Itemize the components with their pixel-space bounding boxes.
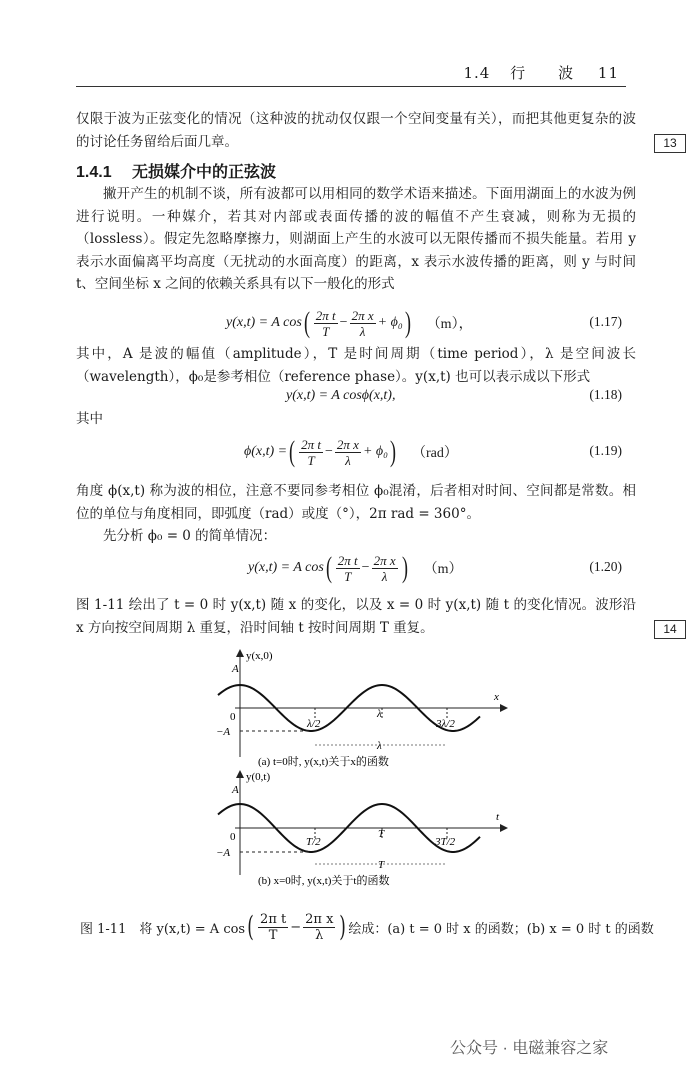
fig-a-neg-amp-label: −A [216,726,231,738]
eq117-unit: （m）， [426,317,473,332]
paragraph-1: 撇开产生的机制不谈，所有波都可以用相同的数学术语来描述。下面用湖面上的水波为例进行说明。一种媒介，若其对内部或表面传播的波的幅值不产生衰减，则称为无损的（lossless）。假定先忽略摩擦力，则湖面上产生的水波可以无限传播而不损失能量。若用 y 表示水面偏离平均高度（无扰动的水面高度）的距离，x 表示水波传播的距离，则 y 与时间 t、空间坐标 x 之间的依赖关系具有以下一般化的形式 [76,186,636,292]
eq119-unit: （rad） [412,446,458,461]
section-heading [76,159,276,182]
header-section: 1.4 [463,64,491,82]
fig-b-amp-label: A [232,784,239,796]
section-title: 无损媒介中的正弦波 [132,164,277,181]
figure-b [210,770,510,890]
eq117-den1: T [322,323,330,339]
eq120-den1: T [344,568,352,584]
eq120-unit: （m） [423,562,463,577]
eq117-num2: 2π x [351,307,374,323]
figcap-den2: λ [315,927,324,943]
eq120-den2: λ [381,568,388,584]
figcap-num2: 2π x [305,911,334,927]
fig-a-tick-label-2: λ [377,708,382,720]
figcap-num1: 2π t [260,911,287,927]
eq119-den2: λ [345,452,351,468]
header-title: 行 波 [510,64,575,82]
margin-page-tag-13: 13 [654,134,686,153]
eq120-minus: − [361,560,370,575]
eq119-lhs: ϕ(x,t) = [244,444,288,459]
section-number: 1.4.1 [76,164,112,181]
fig-b-ylabel: y(0,t) [246,771,271,783]
figure-a [210,645,510,770]
page-number: 11 [597,64,619,82]
fig-b-neg-amp-label: −A [216,847,231,859]
fig-b-origin: 0 [230,831,236,843]
eq119-num2: 2π x [336,436,359,452]
fig-b-caption: (b) x=0时, y(x,t)关于t的函数 [258,875,390,887]
eq117-rparen: ) [404,306,411,339]
figcap-frac1 [258,912,288,943]
eq117-lparen: ( [303,306,310,339]
figcap-frac2 [303,912,335,943]
paragraph-4: 角度 ϕ(x,t) 称为波的相位，注意不要同参考相位 ϕ₀混淆，后者相对时间、空间都是常数。相位的单位与角度相同，即弧度（rad）或度（°），2π rad = 360°。 [76,483,636,522]
fig-a-y-arrow [236,649,244,657]
eq120-rparen: ) [401,551,408,584]
figure-caption [80,908,654,946]
fig-b-t-arrow [500,824,508,832]
fig-b-period-label: T [378,859,385,871]
eq119-frac2 [335,437,361,468]
eq119-frac1 [299,437,323,468]
fig-a-tick-label-1: λ/2 [307,718,321,730]
fig-a-period-label: λ [377,740,382,752]
figcap-minus: − [290,919,302,935]
paragraph-6: 图 1-11 绘出了 t = 0 时 y(x,t) 随 x 的变化，以及 x = 0 时 y(x,t) 随 t 的变化情况。波形沿 x 方向按空间周期 λ 重复，沿时间轴 t 按时间周期 T 重复。 [76,597,636,636]
running-header [463,62,619,83]
eq117-phase: + ϕ₀ [377,315,403,330]
eq117-lhs: y(x,t) = A cos [226,315,302,330]
fig-b-tick-label-2: T [378,828,385,840]
header-rule [76,86,626,87]
eq120-lhs: y(x,t) = A cos [248,560,324,575]
fig-a-tick-label-3: 3λ/2 [436,718,455,730]
eq117-den2: λ [359,323,366,339]
eq119-minus: − [325,444,333,459]
figcap-tail: 绘成：(a) t = 0 时 x 的函数；(b) x = 0 时 t 的函数 [348,921,654,937]
eq120-frac2 [372,553,398,584]
equation-1-19 [76,433,636,471]
fig-b-xlabel: t [496,811,500,823]
fig-a-origin: 0 [230,711,236,723]
eq120-frac1 [336,553,360,584]
eq117-frac2 [350,308,376,339]
eq117-minus: − [339,315,348,330]
eq119-lparen: ( [289,435,296,468]
eq119-num1: 2π t [301,436,321,452]
margin-page-tag-14: 14 [654,620,686,639]
fig-b-tick-label-1: T/2 [306,836,321,848]
eq119-den1: T [307,452,315,468]
fig-a-amp-label: A [232,663,239,675]
equation-1-18 [76,384,636,408]
fig-a-caption: (a) t=0时, y(x,t)关于x的函数 [258,756,389,768]
paragraph-5: 先分析 ϕ₀ = 0 的简单情况： [103,528,277,544]
paragraph-2: 其中，A 是波的幅值（amplitude），T 是时间周期（time period），λ 是空间波长（wavelength），ϕ₀是参考相位（reference phase）。y(x,t) 也可以表示成以下形式 [76,346,636,385]
eq120-num1: 2π t [337,552,358,568]
fig-a-xlabel: x [494,691,499,703]
intro-paragraph: 仅限于波为正弦变化的情况（这种波的扰动仅仅跟一个空间变量有关），而把其他更复杂的波的讨论任务留给后面几章。 [76,111,636,150]
eq120-num2: 2π x [373,552,396,568]
eq120-lparen: ( [325,551,332,584]
figcap-den1: T [268,927,278,943]
figcap-rparen: ) [339,910,347,943]
eq118-number: (1.18) [589,387,622,402]
fig-a-ylabel: y(x,0) [246,650,273,662]
figcap-label: 图 1-11 将 y(x,t) = A cos [80,921,246,937]
fig-a-x-arrow [500,704,508,712]
eq119-phase: + ϕ₀ [362,444,389,459]
eq118-text: y(x,t) = A cosϕ(x,t), [286,388,396,403]
eq117-frac1 [314,308,338,339]
eq119-number: (1.19) [589,443,622,458]
eq117-number: (1.17) [589,314,622,329]
eq119-rparen: ) [390,435,397,468]
fig-b-tick-label-3: 3T/2 [435,836,456,848]
paragraph-3: 其中 [76,411,103,427]
fig-b-y-arrow [236,770,244,778]
eq117-num1: 2π t [315,307,336,323]
equation-1-17 [76,304,636,342]
eq120-number: (1.20) [589,559,622,574]
wechat-watermark: 公众号 · 电磁兼容之家 [450,1040,609,1057]
equation-1-20 [76,549,636,587]
figcap-lparen: ( [247,910,254,943]
